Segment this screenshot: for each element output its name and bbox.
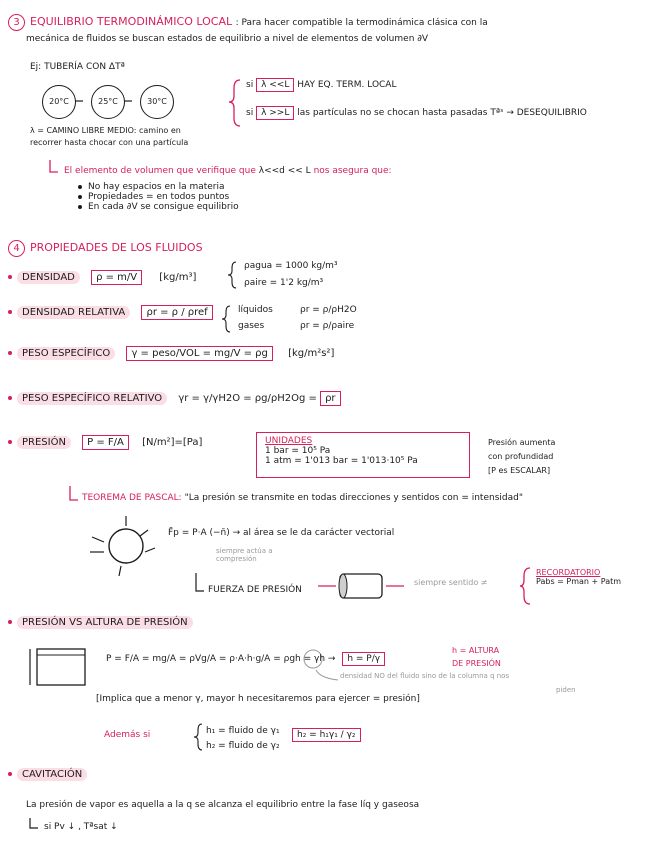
presion-row bbox=[8, 437, 202, 448]
temp-circle-2: 25°C bbox=[91, 85, 125, 119]
pvs-label: h = ALTURA DE PRESIÓN bbox=[452, 646, 501, 668]
densidad-row bbox=[8, 272, 196, 283]
pascal-quote: "La presión se transmite en todas direcciones y sentidos con = intensidad" bbox=[184, 493, 523, 503]
ademas-conditions: h₁ = fluido de γ₁ h₂ = fluido de γ₂ bbox=[206, 726, 280, 751]
cavitacion-row bbox=[8, 769, 87, 780]
section-3-heading bbox=[8, 14, 488, 31]
presion-notes: Presión aumenta con profundidad [P es ESCALAR] bbox=[488, 438, 556, 475]
unidades-box: UNIDADES 1 bar = 10⁵ Pa 1 atm = 1'013 bar = 1'013·10⁵ Pa bbox=[256, 432, 470, 478]
section-number: 3 bbox=[8, 14, 25, 31]
peso-especifico-units: [kg/m²s²] bbox=[288, 348, 335, 359]
case-2-box: λ >>L bbox=[256, 106, 294, 120]
presion-formula: P = F/A bbox=[82, 435, 129, 450]
presion-vs-title: PRESIÓN VS ALTURA DE PRESIÓN bbox=[17, 616, 193, 629]
peso-especifico-formula: γ = peso/VOL = mg/V = ρg bbox=[126, 346, 272, 361]
example-title: Ej: TUBERÍA CON ΔTª bbox=[30, 62, 125, 72]
siempre-compresion: siempre actúa a compresión bbox=[216, 547, 273, 563]
peso-relativo-label: PESO ESPECÍFICO RELATIVO bbox=[17, 392, 167, 405]
pvs-formula: P = F/A = mg/A = ρVg/A = ρ·A·h·g/A = ρgh = γh → h = P/γ bbox=[106, 654, 385, 664]
section-intro-cont: mecánica de fluidos se buscan estados de equilibrio a nivel de elementos de volumen ∂V bbox=[26, 34, 429, 44]
case-2: si λ >>L las partículas no se chocan hasta pasadas Tªˢ → DESEQUILIBRIO bbox=[246, 108, 587, 118]
siempre-sentido: siempre sentido ≠ bbox=[414, 578, 488, 587]
densidad-relativa-row bbox=[8, 307, 213, 318]
section-title: PROPIEDADES DE LOS FLUIDOS bbox=[30, 241, 203, 254]
cavitacion-arrow: si Pv ↓ , Tªsat ↓ bbox=[44, 822, 118, 832]
rho-agua: ρagua = 1000 kg/m³ bbox=[244, 261, 338, 271]
densidad-relativa-label: DENSIDAD RELATIVA bbox=[17, 306, 130, 319]
list-item: En cada ∂V se consigue equilibrio bbox=[78, 202, 239, 212]
temp-circle-1: 20°C bbox=[42, 85, 76, 119]
densidad-note-cont: piden bbox=[556, 686, 576, 694]
peso-especifico-row bbox=[8, 348, 334, 359]
peso-relativo-row bbox=[8, 393, 341, 404]
list-item: Propiedades = en todos puntos bbox=[78, 192, 239, 202]
densidad-note: densidad NO del fluido sino de la columna q nos bbox=[340, 672, 510, 680]
drel-liquidos: líquidos bbox=[238, 305, 273, 315]
peso-relativo-formula: γr = γ/γH2O = ρg/ρH2Og = bbox=[178, 393, 317, 404]
case-1: si λ <<L HAY EQ. TERM. LOCAL bbox=[246, 80, 397, 90]
temp-circle-3: 30°C bbox=[140, 85, 174, 119]
drel-gases-formula: ρr = ρ/ρaire bbox=[300, 321, 355, 331]
cavitacion-label: CAVITACIÓN bbox=[17, 768, 87, 781]
presion-vs-row bbox=[8, 617, 193, 628]
densidad-units: [kg/m³] bbox=[159, 272, 197, 283]
implica-note: [Implica que a menor γ, mayor h necesitaremos para ejercer = presión] bbox=[96, 694, 420, 704]
lambda-definition-cont: recorrer hasta chocar con una partícula bbox=[30, 138, 189, 147]
cavitacion-text: La presión de vapor es aquella a la q se alcanza el equilibrio entre la fase líq y gaseosa bbox=[26, 800, 420, 810]
ademas-result: h₂ = h₁γ₁ / γ₂ bbox=[292, 728, 361, 742]
pascal-row bbox=[82, 493, 523, 503]
densidad-relativa-formula: ρr = ρ / ρref bbox=[141, 305, 212, 320]
lambda-definition: λ = CAMINO LIBRE MEDIO: camino en bbox=[30, 126, 181, 135]
section-4-heading: 4 PROPIEDADES DE LOS FLUIDOS bbox=[8, 240, 203, 257]
drel-liquidos-formula: ρr = ρ/ρH2O bbox=[300, 305, 357, 315]
recordatorio: RECORDATORIO Pabs = Pman + Patm bbox=[536, 568, 622, 586]
list-item: No hay espacios en la materia bbox=[78, 182, 239, 192]
densidad-label: DENSIDAD bbox=[17, 271, 80, 284]
peso-especifico-label: PESO ESPECÍFICO bbox=[17, 347, 115, 360]
densidad-formula: ρ = m/V bbox=[91, 270, 142, 285]
arrow-statement: El elemento de volumen que verifique que λ<<d << L nos asegura que: bbox=[64, 166, 392, 176]
fuerza-presion-label: FUERZA DE PRESIÓN bbox=[208, 585, 302, 595]
presion-label: PRESIÓN bbox=[17, 436, 71, 449]
case-1-box: λ <<L bbox=[256, 78, 294, 92]
section-intro: : Para hacer compatible la termodinámica clásica con la bbox=[235, 18, 488, 28]
section-title: EQUILIBRIO TERMODINÁMICO LOCAL bbox=[30, 15, 233, 28]
peso-relativo-result: ρr bbox=[320, 391, 340, 406]
rho-aire: ρaire = 1'2 kg/m³ bbox=[244, 278, 324, 288]
presion-units: [N/m²]=[Pa] bbox=[142, 437, 203, 448]
drel-gases: gases bbox=[238, 321, 265, 331]
pvs-result: h = P/γ bbox=[342, 652, 385, 666]
ademas-label: Además si bbox=[104, 730, 151, 740]
fp-row: F̄p = P·A (−n̄) → al área se le da carácter vectorial bbox=[168, 528, 395, 538]
pascal-title: TEOREMA DE PASCAL: bbox=[82, 493, 182, 503]
bullet-list bbox=[78, 182, 239, 212]
